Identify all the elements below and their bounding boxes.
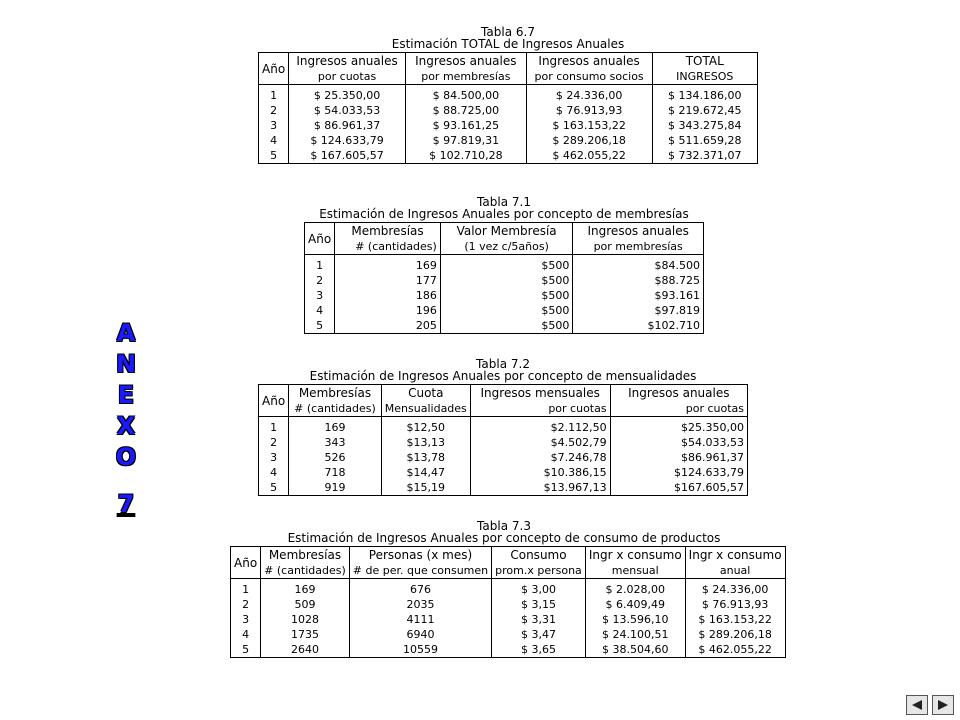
- column-subheader: prom.x persona: [492, 563, 586, 579]
- table-cell: 2640: [261, 642, 350, 658]
- table-cell: $54.033,53: [610, 435, 747, 450]
- table-7-3-block: [230, 519, 782, 658]
- column-header: Ingresos anuales: [573, 223, 704, 240]
- table-number: Tabla 7.3: [477, 519, 531, 533]
- table-cell: 169: [261, 579, 350, 598]
- table-cell: $ 167.605,57: [289, 148, 406, 164]
- table-header-row: [231, 547, 786, 564]
- table-cell: $ 3,00: [492, 579, 586, 598]
- column-subheader: # de per. que consumen: [349, 563, 491, 579]
- table-row: [259, 417, 748, 436]
- table-cell: $ 76.913,93: [526, 103, 652, 118]
- year-header: Año: [305, 223, 335, 255]
- table-cell: $124.633,79: [610, 465, 747, 480]
- table-cell: $13,13: [381, 435, 470, 450]
- table-cell: $12,50: [381, 417, 470, 436]
- column-subheader: INGRESOS: [652, 69, 758, 85]
- table-cell: $ 38.504,60: [585, 642, 685, 658]
- year-cell: 5: [305, 318, 335, 334]
- table-number: Tabla 7.1: [477, 195, 531, 209]
- column-subheader: por consumo socios: [526, 69, 652, 85]
- table-7-2: [258, 384, 748, 496]
- table-row: [231, 597, 786, 612]
- table-6-7-block: [258, 26, 758, 164]
- column-header: Membresías: [289, 385, 382, 402]
- table-cell: 919: [289, 480, 382, 496]
- table-title: Estimación de Ingresos Anuales por concepto de membresías: [319, 207, 689, 221]
- year-cell: 5: [231, 642, 261, 658]
- table-cell: $15,19: [381, 480, 470, 496]
- column-header: Ingresos anuales: [610, 385, 747, 402]
- table-cell: 177: [335, 273, 441, 288]
- forward-arrow-icon: [936, 699, 950, 711]
- table-cell: $13,78: [381, 450, 470, 465]
- table-cell: $ 732.371,07: [652, 148, 758, 164]
- table-cell: $ 54.033,53: [289, 103, 406, 118]
- table-cell: 205: [335, 318, 441, 334]
- table-cell: 1028: [261, 612, 350, 627]
- table-title: Estimación de Ingresos Anuales por concepto de consumo de productos: [287, 531, 721, 545]
- year-header: Año: [259, 53, 289, 85]
- table-cell: $ 343.275,84: [652, 118, 758, 133]
- table-cell: $ 219.672,45: [652, 103, 758, 118]
- table-cell: $86.961,37: [610, 450, 747, 465]
- table-cell: $ 3,31: [492, 612, 586, 627]
- previous-slide-button[interactable]: [906, 695, 928, 715]
- table-row: [259, 103, 758, 118]
- year-cell: 3: [305, 288, 335, 303]
- table-cell: 676: [349, 579, 491, 598]
- year-header: Año: [259, 385, 289, 417]
- table-cell: $500: [440, 318, 573, 334]
- table-number: Tabla 7.2: [476, 357, 530, 371]
- year-cell: 4: [259, 133, 289, 148]
- back-arrow-icon: [910, 699, 924, 711]
- column-subheader: # (cantidades): [289, 401, 382, 417]
- year-cell: 2: [259, 435, 289, 450]
- table-cell: $ 24.336,00: [526, 85, 652, 104]
- table-row: [305, 255, 704, 274]
- table-cell: $ 76.913,93: [685, 597, 785, 612]
- table-cell: $10.386,15: [470, 465, 610, 480]
- column-header: Membresías: [261, 547, 350, 564]
- column-subheader: # (cantidades): [335, 239, 441, 255]
- column-subheader: por membresías: [573, 239, 704, 255]
- column-subheader: por membresías: [405, 69, 526, 85]
- table-row: [231, 627, 786, 642]
- year-cell: 1: [305, 255, 335, 274]
- year-cell: 3: [259, 450, 289, 465]
- table-cell: 509: [261, 597, 350, 612]
- table-cell: $ 134.186,00: [652, 85, 758, 104]
- table-cell: 6940: [349, 627, 491, 642]
- table-row: [305, 273, 704, 288]
- table-cell: $ 93.161,25: [405, 118, 526, 133]
- table-row: [231, 579, 786, 598]
- table-row: [231, 642, 786, 658]
- table-cell: 526: [289, 450, 382, 465]
- year-cell: 5: [259, 148, 289, 164]
- table-cell: 169: [289, 417, 382, 436]
- table-cell: $102.710: [573, 318, 704, 334]
- table-cell: $500: [440, 255, 573, 274]
- column-header: Valor Membresía: [440, 223, 573, 240]
- column-header: Personas (x mes): [349, 547, 491, 564]
- table-cell: $ 25.350,00: [289, 85, 406, 104]
- table-row: [259, 450, 748, 465]
- table-cell: $ 3,65: [492, 642, 586, 658]
- table-subheader-row: [259, 69, 758, 85]
- table-cell: $4.502,79: [470, 435, 610, 450]
- table-row: [259, 435, 748, 450]
- table-cell: $ 24.336,00: [685, 579, 785, 598]
- anexo-letter-e: E: [117, 381, 135, 409]
- anexo-letter-o: O: [115, 443, 137, 471]
- table-cell: $ 24.100,51: [585, 627, 685, 642]
- table-cell: $500: [440, 288, 573, 303]
- table-cell: 718: [289, 465, 382, 480]
- table-row: [259, 133, 758, 148]
- column-header: Ingresos anuales: [405, 53, 526, 70]
- table-cell: $ 88.725,00: [405, 103, 526, 118]
- column-subheader: anual: [685, 563, 785, 579]
- column-header: Cuota: [381, 385, 470, 402]
- year-cell: 1: [259, 85, 289, 104]
- year-cell: 1: [231, 579, 261, 598]
- table-header-row: [259, 53, 758, 70]
- table-7-3: [230, 546, 786, 658]
- table-cell: $ 163.153,22: [526, 118, 652, 133]
- table-cell: $ 462.055,22: [685, 642, 785, 658]
- table-7-2-block: [258, 358, 748, 496]
- table-row: [259, 465, 748, 480]
- table-cell: $500: [440, 273, 573, 288]
- table-row: [305, 318, 704, 334]
- column-header: Ingresos mensuales: [470, 385, 610, 402]
- year-cell: 2: [259, 103, 289, 118]
- table-cell: $ 2.028,00: [585, 579, 685, 598]
- column-header: TOTAL: [652, 53, 758, 70]
- table-row: [305, 303, 704, 318]
- anexo-label: [108, 318, 144, 520]
- table-row: [259, 480, 748, 496]
- table-row: [259, 118, 758, 133]
- table-7-1: [304, 222, 704, 334]
- column-subheader: por cuotas: [610, 401, 747, 417]
- table-cell: 169: [335, 255, 441, 274]
- table-cell: $ 3,47: [492, 627, 586, 642]
- table-7-1-block: [304, 196, 704, 334]
- column-subheader: (1 vez c/5años): [440, 239, 573, 255]
- table-cell: 2035: [349, 597, 491, 612]
- table-cell: $ 13.596,10: [585, 612, 685, 627]
- table-cell: $ 86.961,37: [289, 118, 406, 133]
- table-cell: $ 163.153,22: [685, 612, 785, 627]
- year-cell: 4: [259, 465, 289, 480]
- table-cell: $167.605,57: [610, 480, 747, 496]
- table-6-7: [258, 52, 758, 164]
- table-row: [259, 85, 758, 104]
- table-subheader-row: [231, 563, 786, 579]
- year-cell: 5: [259, 480, 289, 496]
- table-row: [305, 288, 704, 303]
- anexo-letter-x: X: [116, 412, 136, 440]
- column-header: Ingresos anuales: [526, 53, 652, 70]
- table-cell: $ 102.710,28: [405, 148, 526, 164]
- table-cell: $ 6.409,49: [585, 597, 685, 612]
- table-cell: $ 97.819,31: [405, 133, 526, 148]
- column-subheader: # (cantidades): [261, 563, 350, 579]
- column-header: Membresías: [335, 223, 441, 240]
- table-cell: $500: [440, 303, 573, 318]
- table-cell: 4111: [349, 612, 491, 627]
- table-cell: $ 84.500,00: [405, 85, 526, 104]
- table-title: Estimación de Ingresos Anuales por concepto de mensualidades: [309, 369, 697, 383]
- table-header-row: [259, 385, 748, 402]
- table-cell: 186: [335, 288, 441, 303]
- column-header: Ingr x consumo: [585, 547, 685, 564]
- table-cell: $ 124.633,79: [289, 133, 406, 148]
- next-slide-button[interactable]: [932, 695, 954, 715]
- column-header: Ingr x consumo: [685, 547, 785, 564]
- column-header: Ingresos anuales: [289, 53, 406, 70]
- table-cell: 343: [289, 435, 382, 450]
- table-cell: 1735: [261, 627, 350, 642]
- anexo-letter-n: N: [115, 350, 137, 378]
- table-number: Tabla 6.7: [481, 25, 535, 39]
- table-cell: $93.161: [573, 288, 704, 303]
- table-cell: $2.112,50: [470, 417, 610, 436]
- column-subheader: mensual: [585, 563, 685, 579]
- table-subheader-row: [305, 239, 704, 255]
- table-cell: $25.350,00: [610, 417, 747, 436]
- year-cell: 1: [259, 417, 289, 436]
- year-cell: 4: [305, 303, 335, 318]
- table-cell: 196: [335, 303, 441, 318]
- table-cell: 10559: [349, 642, 491, 658]
- table-cell: $ 3,15: [492, 597, 586, 612]
- table-cell: $ 289.206,18: [685, 627, 785, 642]
- column-subheader: por cuotas: [470, 401, 610, 417]
- table-cell: $ 289.206,18: [526, 133, 652, 148]
- column-subheader: Mensualidades: [381, 401, 470, 417]
- year-cell: 3: [231, 612, 261, 627]
- year-header: Año: [231, 547, 261, 579]
- table-row: [259, 148, 758, 164]
- column-header: Consumo: [492, 547, 586, 564]
- anexo-letter-a: A: [116, 319, 136, 347]
- table-subheader-row: [259, 401, 748, 417]
- table-header-row: [305, 223, 704, 240]
- table-cell: $ 511.659,28: [652, 133, 758, 148]
- year-cell: 3: [259, 118, 289, 133]
- table-title: Estimación TOTAL de Ingresos Anuales: [391, 37, 625, 51]
- year-cell: 2: [305, 273, 335, 288]
- year-cell: 4: [231, 627, 261, 642]
- anexo-number: 7: [117, 490, 135, 518]
- table-row: [231, 612, 786, 627]
- table-cell: $7.246,78: [470, 450, 610, 465]
- year-cell: 2: [231, 597, 261, 612]
- table-cell: $88.725: [573, 273, 704, 288]
- table-cell: $14,47: [381, 465, 470, 480]
- column-subheader: por cuotas: [289, 69, 406, 85]
- table-cell: $97.819: [573, 303, 704, 318]
- table-cell: $ 462.055,22: [526, 148, 652, 164]
- table-cell: $13.967,13: [470, 480, 610, 496]
- table-cell: $84.500: [573, 255, 704, 274]
